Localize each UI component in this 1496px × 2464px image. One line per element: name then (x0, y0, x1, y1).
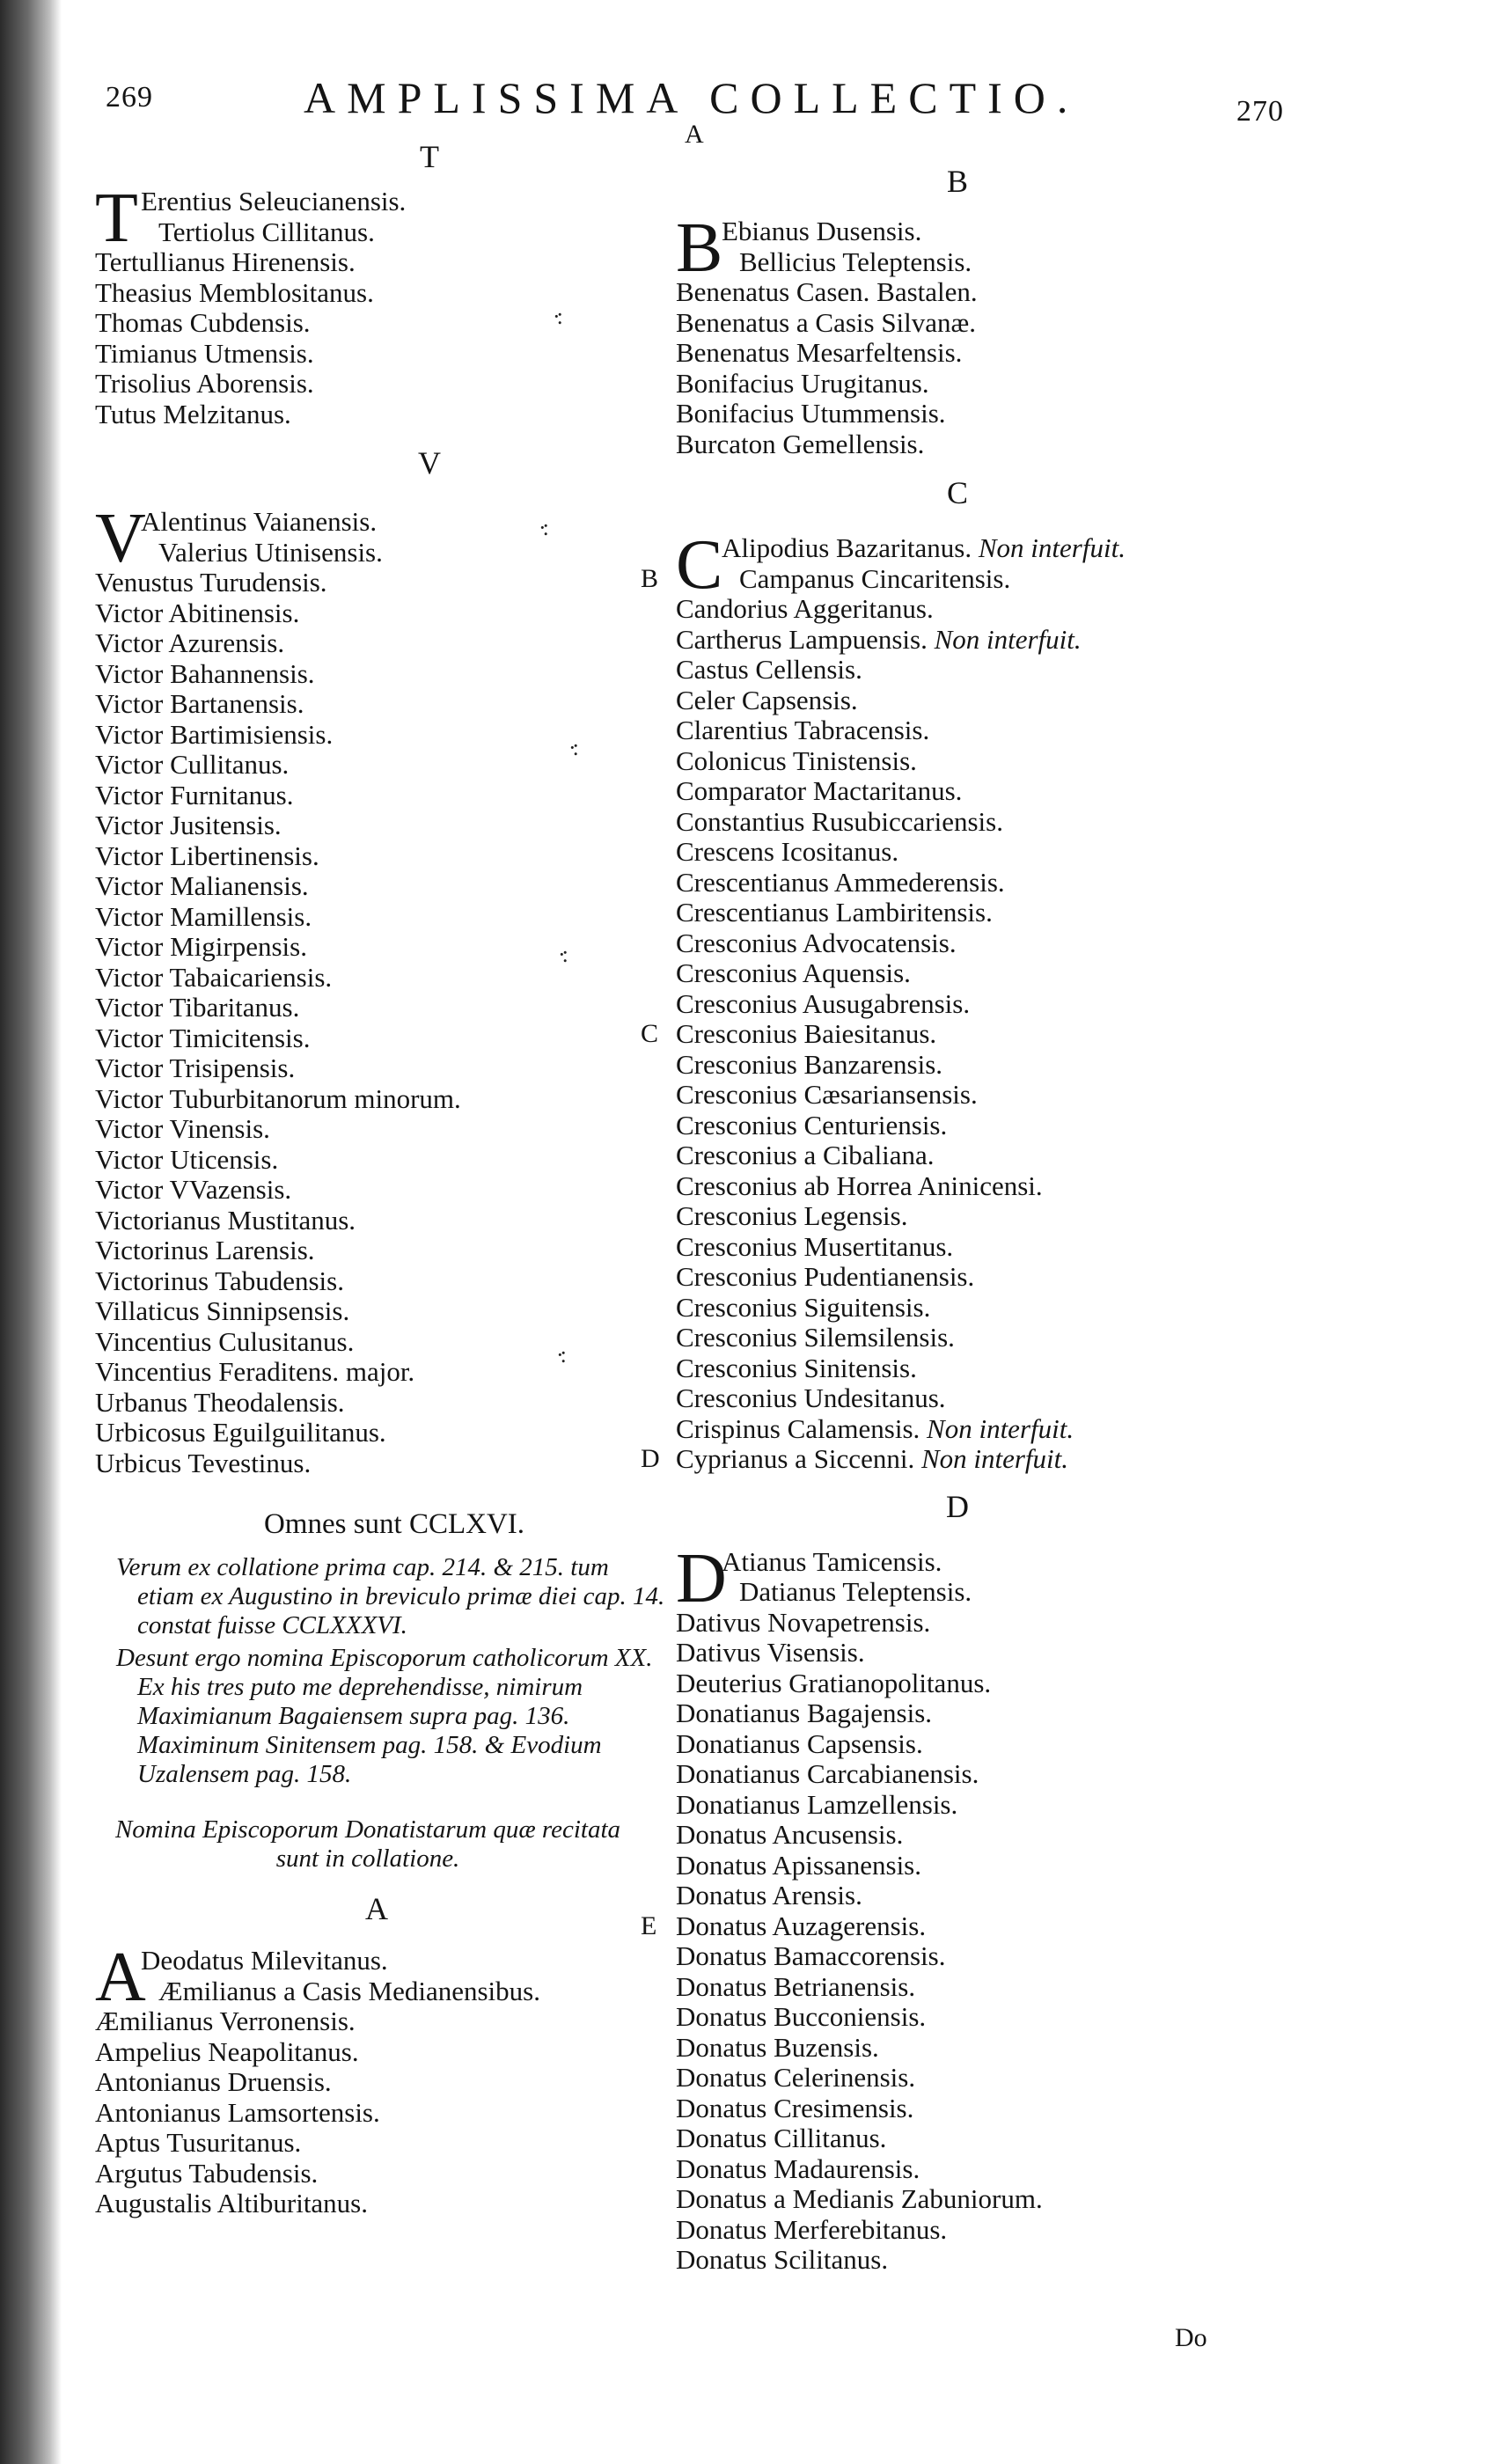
list-entry (676, 2215, 1239, 2246)
list-entry (676, 1293, 1239, 1324)
section-heading-c: C (946, 475, 968, 510)
list-entry (95, 689, 658, 720)
margin-letter: C (641, 1019, 659, 1048)
entry-text: Victor Tuburbitanorum minorum. (95, 1082, 461, 1114)
list-entry (95, 932, 658, 963)
entry-text: Comparator Mactaritanus. (676, 775, 963, 806)
list-entry (676, 1080, 1239, 1111)
section-heading-d: D (946, 1488, 969, 1524)
list-entry (676, 1111, 1239, 1141)
entry-text: Victor Migirpensis. (95, 931, 307, 962)
entry-text: Donatus Celerinensis. (676, 2062, 916, 2093)
entry-text: Cresconius Pudentianensis. (676, 1261, 975, 1292)
entry-text: Deodatus Milevitanus. (141, 1945, 388, 1976)
section-heading-v: V (418, 445, 441, 480)
list-entry (95, 1976, 658, 2007)
drop-cap: A (95, 1939, 146, 2016)
list-entry (95, 1266, 658, 1297)
list-entry (676, 1201, 1239, 1232)
list-entry (676, 2063, 1239, 2094)
list-entry (95, 1175, 658, 1206)
list-entry (676, 1851, 1239, 1881)
entry-text: Cartherus Lampuensis. (676, 623, 928, 655)
list-entry (95, 1084, 658, 1115)
list-entry (95, 538, 658, 568)
entry-text: Alentinus Vaianensis. (141, 506, 378, 537)
margin-letter-a: A (685, 120, 704, 149)
entry-text: Victor Uticensis. (95, 1143, 279, 1175)
entry-text: Crescentianus Lambiritensis. (676, 897, 993, 928)
drop-cap: D (676, 1539, 727, 1617)
entry-text: Donatus Cresimensis. (676, 2092, 914, 2123)
list-entry (676, 399, 1239, 429)
list-entry (641, 1018, 1239, 1050)
list-entry (641, 562, 1239, 595)
list-entry (641, 1443, 1239, 1475)
entry-text: Donatianus Lamzellensis. (676, 1788, 958, 1820)
entry-text: Donatus Scilitanus. (676, 2244, 889, 2275)
list-entry (676, 594, 1239, 625)
list-entry (95, 2006, 658, 2037)
entry-text: Victor Bartimisiensis. (95, 718, 334, 750)
entry-text: Ebianus Dusensis. (722, 216, 922, 246)
entry-text: Æmilianus Verronensis. (95, 2006, 356, 2036)
list-entry (676, 1353, 1239, 1384)
entry-text: Burcaton Gemellensis. (676, 428, 925, 459)
entry-text: Augustalis Altiburitanus. (95, 2188, 368, 2218)
list-entry (95, 339, 658, 370)
section-a-list (95, 1939, 658, 2219)
entry-text: Donatus Arensis. (676, 1880, 862, 1910)
entry-text: Donatus Cillitanus. (676, 2123, 887, 2153)
list-entry (676, 1232, 1239, 1263)
list-entry (676, 1262, 1239, 1293)
list-entry (95, 1206, 658, 1236)
entry-text: Donatus Betrianensis. (676, 1970, 916, 2002)
list-entry (676, 308, 1239, 339)
list-entry (676, 625, 1239, 656)
summary-total: Omnes sunt CCLXVI. (263, 1508, 525, 1540)
entry-text: Æmilianus a Casis Medianensibus. (158, 1975, 540, 2006)
non-interfuit-note: Non interfuit. (920, 1412, 1074, 1444)
entry-text: Celer Capsensis. (676, 684, 858, 715)
entry-text: Valerius Utinisensis. (158, 536, 383, 568)
list-entry (95, 2189, 658, 2219)
entry-text: Cresconius Advocatensis. (676, 927, 957, 958)
list-entry (676, 1668, 1239, 1699)
list-entry (95, 963, 658, 994)
entry-text: Donatus Madaurensis. (676, 2152, 920, 2184)
list-entry (95, 2067, 658, 2098)
list-entry (676, 1759, 1239, 1790)
list-entry (676, 1414, 1239, 1445)
list-entry (95, 841, 658, 872)
page-header (0, 62, 1496, 132)
entry-text: Villaticus Sinnipsensis. (95, 1295, 350, 1326)
list-entry (676, 928, 1239, 959)
list-entry (676, 1972, 1239, 2003)
entry-text: Victor Bahannensis. (95, 657, 315, 689)
entry-text: Vincentius Feraditens. major. (95, 1356, 415, 1387)
ornament-dots: ·: (556, 1342, 563, 1368)
list-entry (95, 217, 658, 248)
entry-text: Cresconius Aquensis. (676, 957, 911, 988)
entry-text: Cyprianus a Siccenni. (676, 1443, 915, 1474)
entry-text: Donatianus Bagajensis. (676, 1698, 933, 1728)
entry-text: Campanus Cincaritensis. (739, 562, 1011, 594)
list-entry (676, 1790, 1239, 1821)
entry-text: Victorinus Larensis. (95, 1235, 315, 1265)
list-entry (676, 1171, 1239, 1202)
list-entry (676, 837, 1239, 868)
entry-text: Donatus Bucconiensis. (676, 2001, 927, 2032)
list-entry (676, 715, 1239, 746)
entry-text: Cresconius Ausugabrensis. (676, 987, 971, 1019)
list-entry (676, 1050, 1239, 1081)
entry-text: Donatus a Medianis Zabuniorum. (676, 2183, 1043, 2214)
entry-text: Victor Bartanensis. (95, 688, 304, 719)
list-entry (95, 1296, 658, 1327)
list-entry (676, 868, 1239, 898)
list-entry (676, 1383, 1239, 1414)
entry-text: Timianus Utmensis. (95, 337, 314, 369)
non-interfuit-note: Non interfuit. (914, 1443, 1069, 1474)
entry-text: Donatus Auzagerensis. (676, 1910, 927, 1941)
entry-text: Clarentius Tabracensis. (676, 715, 930, 745)
entry-text: Crescens Icositanus. (676, 836, 899, 867)
list-entry (676, 1323, 1239, 1353)
list-entry (95, 247, 658, 278)
entry-text: Victorinus Tabudensis. (95, 1265, 344, 1296)
entry-text: Vincentius Culusitanus. (95, 1325, 355, 1357)
entry-text: Victor Cullitanus. (95, 749, 290, 780)
margin-letter: E (641, 1910, 657, 1940)
entry-text: Dativus Novapetrensis. (676, 1606, 931, 1638)
list-entry (95, 1327, 658, 1358)
entry-text: Victor Tibaritanus. (95, 992, 300, 1023)
entry-text: Benenatus Mesarfeltensis. (676, 337, 963, 368)
entry-text: Bonifacius Urugitanus. (676, 367, 929, 399)
entry-text: Donatianus Capsensis. (676, 1727, 923, 1759)
list-entry (95, 628, 658, 659)
entry-text: Crescentianus Ammederensis. (676, 866, 1005, 898)
list-entry (95, 1357, 658, 1388)
list-entry (95, 781, 658, 811)
catchword: Do (1175, 2323, 1207, 2352)
list-entry (95, 1114, 658, 1145)
list-entry (676, 277, 1239, 308)
entry-text: Victor Libertinensis. (95, 840, 319, 871)
entry-text: Cresconius Undesitanus. (676, 1382, 946, 1413)
list-entry (676, 655, 1239, 686)
entry-text: Donatus Apissanensis. (676, 1849, 921, 1881)
list-entry (95, 1388, 658, 1419)
entry-text: Trisolius Aborensis. (95, 368, 314, 399)
entry-text: Venustus Turudensis. (95, 567, 327, 598)
list-entry (676, 1638, 1239, 1668)
entry-text: Argutus Tabudensis. (95, 2157, 319, 2189)
entry-text: Cresconius Siguitensis. (676, 1291, 931, 1323)
list-entry (95, 1448, 658, 1479)
list-entry (95, 902, 658, 933)
entry-text: Cresconius Banzarensis. (676, 1048, 943, 1080)
list-entry (95, 1023, 658, 1054)
section-v-list (95, 500, 658, 1478)
list-entry (95, 659, 658, 690)
margin-letter: D (641, 1444, 660, 1473)
section-heading-t: T (420, 139, 439, 174)
entry-text: Victor Azurensis. (95, 627, 285, 658)
entry-text: Tertullianus Hirenensis. (95, 246, 356, 277)
entry-text: Tutus Melzitanus. (95, 398, 291, 429)
entry-text: Victor Jusitensis. (95, 810, 282, 840)
entry-text: Cresconius Silemsilensis. (676, 1322, 955, 1353)
entry-text: Constantius Rusubiccariensis. (676, 805, 1003, 837)
entry-text: Victorianus Mustitanus. (95, 1204, 356, 1236)
non-interfuit-note: Non interfuit. (927, 623, 1082, 655)
note-paragraph-2: Desunt ergo nomina Episcoporum catholicorum XX. Ex his tres puto me deprehendisse, nimirum Maximianum Bagaiensem supra pag. 136. Maximinum Sinitensem pag. 158. & Evodium Uzalensem pag. 158. (116, 1644, 653, 1788)
drop-cap: T (95, 180, 138, 257)
ornament-dots: ·: (568, 735, 576, 760)
entry-text: Cresconius Sinitensis. (676, 1352, 917, 1383)
margin-letter: B (641, 563, 659, 593)
entry-text: Theasius Memblositanus. (95, 276, 374, 308)
entry-text: Datianus Teleptensis. (739, 1576, 972, 1607)
book-gutter-shadow (0, 0, 62, 2464)
page-number-left: 269 (106, 81, 153, 114)
list-entry (676, 1729, 1239, 1760)
list-entry (95, 369, 658, 400)
editorial-note (95, 1553, 665, 1789)
list-entry (95, 871, 658, 902)
list-entry (676, 369, 1239, 400)
entry-text: Candorius Aggeritanus. (676, 593, 934, 624)
list-entry (676, 2184, 1239, 2215)
entry-text: Victor Mamillensis. (95, 900, 312, 932)
list-entry (95, 2159, 658, 2189)
list-entry (676, 807, 1239, 838)
list-entry (676, 2123, 1239, 2154)
entry-text: Cresconius Cæsariansensis. (676, 1079, 978, 1110)
section-heading-a: A (365, 1891, 388, 1926)
entry-text: Urbanus Theodalensis. (95, 1386, 345, 1418)
list-entry (95, 1145, 658, 1176)
list-entry (676, 1820, 1239, 1851)
list-entry (676, 1577, 1239, 1608)
entry-text: Cresconius Baiesitanus. (676, 1018, 937, 1049)
list-entry (676, 338, 1239, 369)
ornament-dots: ·: (558, 942, 565, 967)
list-entry (676, 1608, 1239, 1639)
list-entry (95, 1418, 658, 1448)
entry-text: Victor Malianensis. (95, 870, 309, 901)
list-entry (676, 247, 1239, 278)
list-entry (95, 2037, 658, 2068)
list-entry (95, 1053, 658, 1084)
list-entry (676, 429, 1239, 460)
entry-text: Bonifacius Utummensis. (676, 398, 946, 429)
list-entry (95, 1236, 658, 1266)
entry-text: Donatus Merferebitanus. (676, 2213, 948, 2245)
entry-text: Victor Tabaicariensis. (95, 961, 333, 993)
page-number-right: 270 (1236, 95, 1284, 128)
drop-cap: C (676, 526, 723, 604)
entry-text: Castus Cellensis. (676, 654, 862, 685)
entry-text: Antonianus Lamsortensis. (95, 2096, 380, 2128)
entry-text: Victor Vinensis. (95, 1113, 270, 1144)
section-heading-b: B (946, 164, 968, 199)
entry-text: Victor Furnitanus. (95, 779, 294, 810)
list-entry (676, 898, 1239, 928)
section-c-list (641, 526, 1239, 1475)
list-entry (676, 2154, 1239, 2185)
list-entry (95, 2098, 658, 2129)
entry-text: Cresconius Centuriensis. (676, 1109, 948, 1140)
entry-text: Cresconius Musertitanus. (676, 1230, 954, 1262)
entry-text: Atianus Tamicensis. (722, 1545, 942, 1577)
list-entry (95, 400, 658, 430)
list-entry (676, 2033, 1239, 2064)
entry-text: Donatianus Carcabianensis. (676, 1758, 979, 1789)
drop-cap: V (95, 500, 146, 577)
list-entry (676, 1140, 1239, 1171)
list-entry (95, 810, 658, 841)
donatist-heading: Nomina Episcoporum Donatistarum quæ recitata sunt in collatione. (114, 1815, 621, 1873)
entry-text: Cresconius ab Horrea Aninicensi. (676, 1170, 1043, 1201)
list-entry (676, 746, 1239, 777)
section-d-list (641, 1539, 1239, 2276)
section-b-list (676, 209, 1239, 459)
entry-text: Deuterius Gratianopolitanus. (676, 1667, 992, 1698)
list-entry (95, 993, 658, 1023)
list-entry (95, 278, 658, 309)
entry-text: Victor Abitinensis. (95, 597, 300, 628)
entry-text: Benenatus Casen. Bastalen. (676, 276, 978, 307)
list-entry (676, 958, 1239, 989)
list-entry (676, 989, 1239, 1020)
ornament-dots: ·: (553, 304, 560, 329)
note-paragraph-1: Verum ex collatione prima cap. 214. & 215. tum etiam ex Augustino in breviculo primæ diei cap. 14. constat fuisse CCLXXXVI. (116, 1553, 665, 1639)
list-entry (95, 568, 658, 598)
right-column (641, 157, 1239, 2276)
list-entry (95, 308, 658, 339)
list-entry (676, 2094, 1239, 2124)
entry-text: Aptus Tusuritanus. (95, 2127, 302, 2158)
entry-text: Victor Trisipensis. (95, 1052, 296, 1083)
entry-text: Crispinus Calamensis. (676, 1412, 920, 1444)
entry-text: Ampelius Neapolitanus. (95, 2035, 359, 2067)
list-entry (641, 1910, 1239, 1942)
entry-text: Bellicius Teleptensis. (739, 246, 972, 277)
entry-text: Cresconius Legensis. (676, 1200, 908, 1231)
entry-text: Tertiolus Cillitanus. (158, 216, 375, 247)
section-t-list (95, 180, 658, 429)
list-entry (95, 598, 658, 629)
entry-text: Cresconius a Cibaliana. (676, 1140, 935, 1170)
entry-text: Victor Timicitensis. (95, 1022, 311, 1053)
ornament-dots: ·: (539, 515, 546, 540)
entry-text: Erentius Seleucianensis. (141, 186, 407, 216)
entry-text: Thomas Cubdensis. (95, 307, 311, 338)
list-entry (676, 2002, 1239, 2033)
entry-text: Benenatus a Casis Silvanæ. (676, 306, 976, 338)
entry-text: Donatus Buzensis. (676, 2031, 879, 2063)
entry-text: Donatus Bamaccorensis. (676, 1940, 946, 1971)
list-entry (676, 2245, 1239, 2276)
drop-cap: B (676, 209, 723, 287)
entry-text: Urbicosus Eguilguilitanus. (95, 1417, 386, 1448)
list-entry (95, 2128, 658, 2159)
list-entry (676, 1881, 1239, 1911)
entry-text: Urbicus Tevestinus. (95, 1447, 312, 1478)
entry-text: Victor VVazensis. (95, 1174, 292, 1205)
list-entry (676, 686, 1239, 716)
entry-text: Dativus Visensis. (676, 1637, 865, 1668)
left-column (95, 132, 665, 2219)
list-entry (676, 776, 1239, 807)
list-entry (676, 1698, 1239, 1729)
entry-text: Alipodius Bazaritanus. (722, 532, 972, 563)
entry-text: Donatus Ancusensis. (676, 1819, 904, 1850)
non-interfuit-note: Non interfuit. (972, 532, 1126, 563)
running-head: AMPLISSIMA COLLECTIO. (304, 73, 1080, 122)
entry-text: Antonianus Druensis. (95, 2066, 332, 2097)
entry-text: Colonicus Tinistensis. (676, 744, 917, 776)
list-entry (676, 1941, 1239, 1972)
